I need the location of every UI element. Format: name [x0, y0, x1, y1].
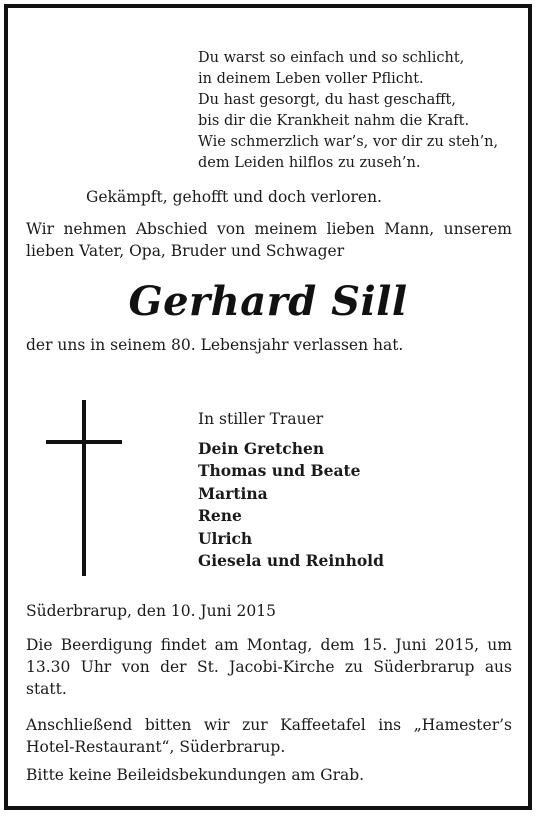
mourner-name: Dein Gretchen	[198, 439, 325, 458]
request-note: Bitte keine Beileidsbekundungen am Grab.	[26, 766, 365, 784]
poem-line: dem Leiden hilflos zu zuseh’n.	[198, 155, 421, 171]
intro-text: Wir nehmen Abschied von meinem lieben Mann, unserem lieben Vater, Opa, Bruder und Schwager	[26, 220, 512, 260]
mourners-heading: In stiller Trauer	[198, 410, 324, 428]
obituary-notice	[4, 4, 532, 810]
cross-icon	[82, 400, 86, 576]
motto: Gekämpft, gehofft und doch verloren.	[86, 188, 382, 206]
poem	[198, 48, 518, 174]
place-date: Süderbrarup, den 10. Juni 2015	[26, 602, 276, 620]
poem-line: in deinem Leben voller Pflicht.	[198, 71, 424, 87]
mourner-name: Ulrich	[198, 528, 253, 548]
poem-line: bis dir die Krankheit nahm die Kraft.	[198, 113, 470, 129]
mourner-name: Martina	[198, 483, 268, 503]
poem-line: Du warst so einfach und so schlicht,	[198, 50, 465, 66]
mourner-name: Rene	[198, 506, 242, 526]
mourners-list	[198, 438, 384, 572]
poem-line: Du hast gesorgt, du hast geschafft,	[198, 92, 456, 108]
age-line: der uns in seinem 80. Lebensjahr verlassen hat.	[26, 336, 404, 354]
deceased-name: Gerhard Sill	[128, 278, 408, 325]
cross-icon-bar	[46, 440, 122, 444]
mourner-name: Giesela und Reinhold	[198, 550, 384, 570]
reception-info: Anschließend bitten wir zur Kaffeetafel ins „Hamester’s Hotel-Restaurant“, Süderbrarup.	[26, 716, 512, 756]
poem-line: Wie schmerzlich war’s, vor dir zu steh’n,	[198, 134, 499, 150]
funeral-info: Die Beerdigung findet am Montag, dem 15. Juni 2015, um 13.30 Uhr von der St. Jacobi-Kirche zu Süderbrarup aus statt.	[26, 636, 512, 698]
mourner-name: Thomas und Beate	[198, 461, 361, 481]
